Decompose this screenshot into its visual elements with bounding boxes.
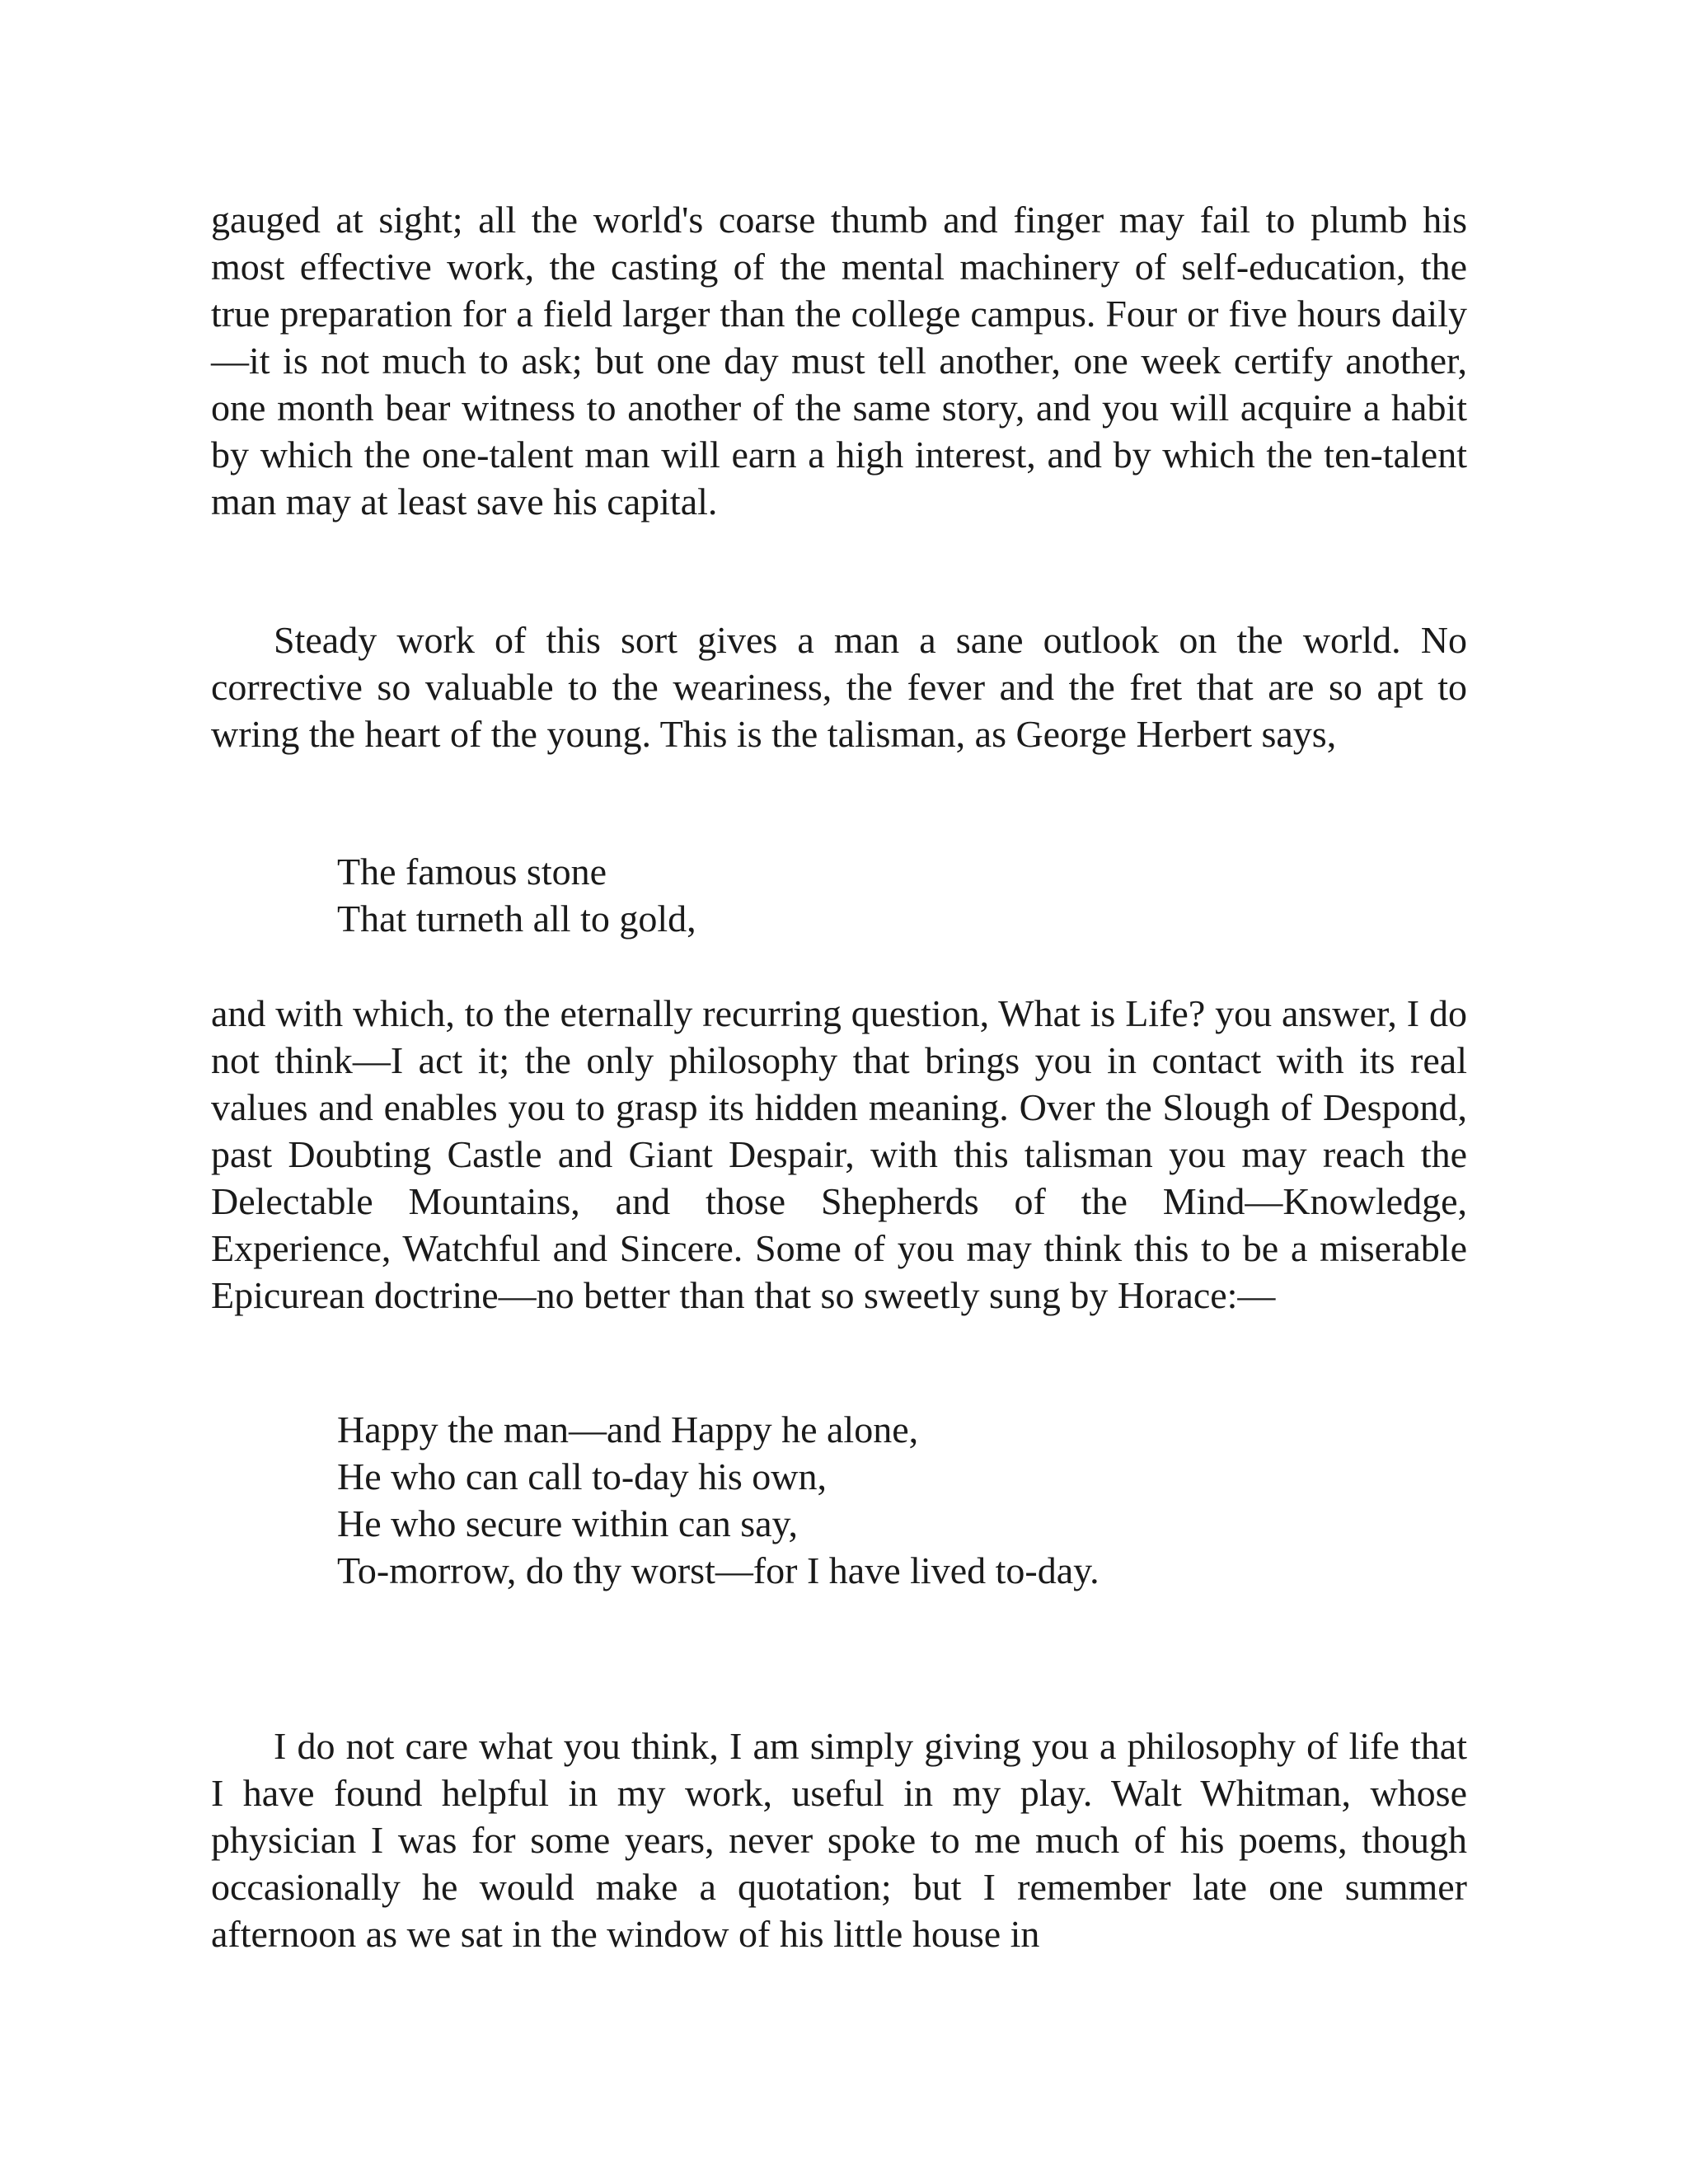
paragraph-continuation: [211, 196, 1467, 525]
paragraph-steady-work: [211, 616, 1467, 757]
verse-horace: [337, 1406, 1491, 1594]
verse-herbert: [337, 848, 1491, 942]
verse-line: He who can call to-day his own,: [337, 1455, 828, 1497]
verse-line: That turneth all to gold,: [337, 898, 696, 940]
paragraph-text: gauged at sight; all the world's coarse thumb and finger may fail to plumb his most effective work, the casting of the mental machinery of self-education, the true preparation for a field larger than the college campus. Four or five hours daily—it is not much to ask; but one day must tell another, one week certify another, one month bear witness to another of the same story, and you will acquire a habit by which the one-talent man will earn a high interest, and by which the ten-talent man may at least save his capital.: [211, 199, 1467, 523]
verse-line: Happy the man—and Happy he alone,: [337, 1408, 919, 1451]
paragraph-talisman: [211, 990, 1467, 1319]
paragraph-text: Steady work of this sort gives a man a sane outlook on the world. No corrective so valuable to the weariness, the fever and the fret that are so apt to wring the heart of the young. This is the talisman, as George Herbert says,: [211, 619, 1467, 755]
verse-line: The famous stone: [337, 851, 607, 893]
verse-line: He who secure within can say,: [337, 1502, 799, 1544]
paragraph-text: I do not care what you think, I am simply giving you a philosophy of life that I have found helpful in my work, useful in my play. Walt Whitman, whose physician I was for some years, never spoke to me much of his poems, though occasionally he would make a quotation; but I remember late one summer afternoon as we sat in the window of his little house in: [211, 1725, 1467, 1955]
paragraph-text: and with which, to the eternally recurring question, What is Life? you answer, I do not think—I act it; the only philosophy that brings you in contact with its real values and enables you to grasp its hidden meaning. Over the Slough of Despond, past Doubting Castle and Giant Despair, with this talisman you may reach the Delectable Mountains, and those Shepherds of the Mind—Knowledge, Experience, Watchful and Sincere. Some of you may think this to be a miserable Epicurean doctrine—no better than that so sweetly sung by Horace:—: [211, 992, 1467, 1316]
verse-line: To-morrow, do thy worst—for I have lived to-day.: [337, 1549, 1100, 1591]
paragraph-whitman: [211, 1722, 1467, 1957]
